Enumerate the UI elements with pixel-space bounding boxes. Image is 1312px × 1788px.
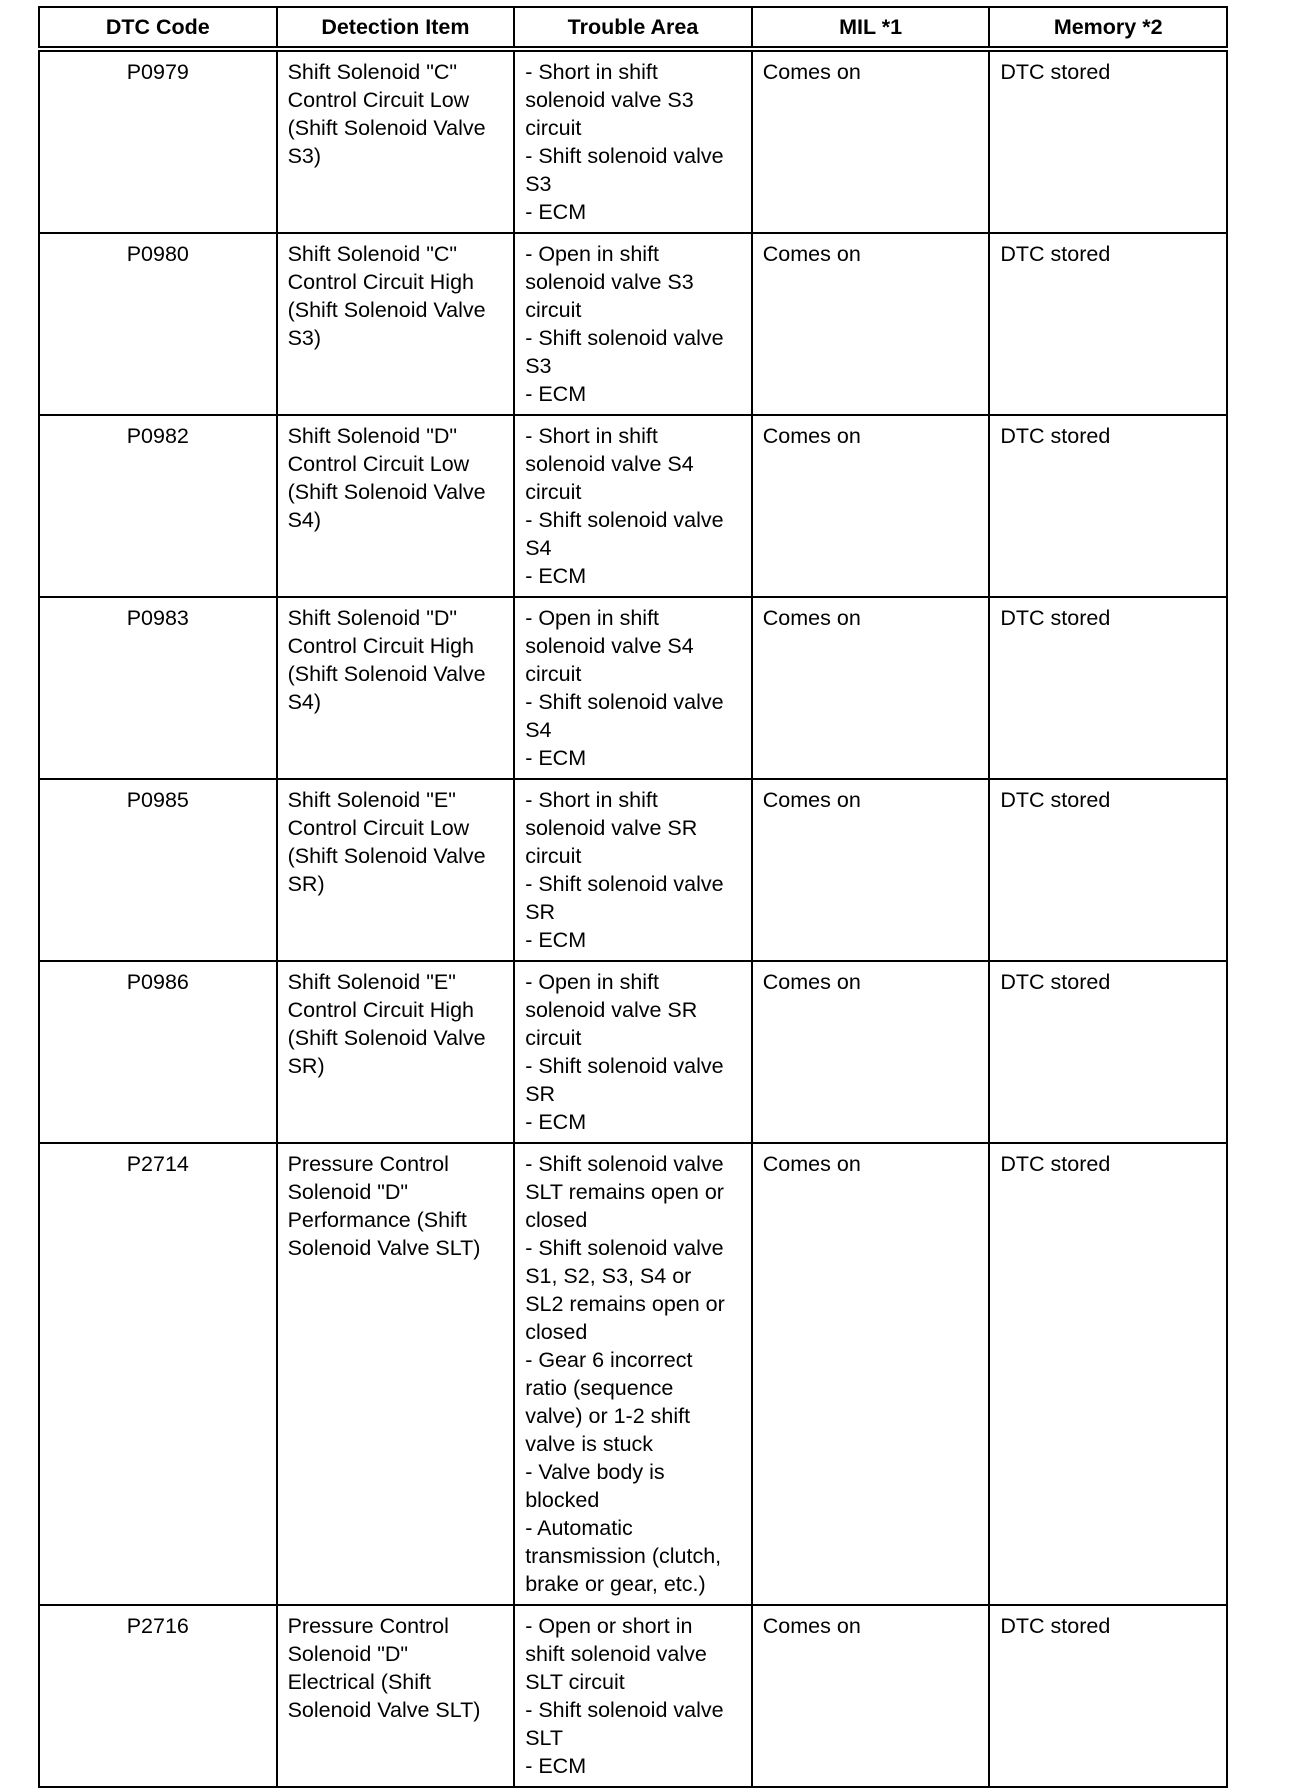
detection-item-line: Shift Solenoid "E" <box>287 788 456 812</box>
detection-item-line: Solenoid Valve SLT) <box>287 1236 481 1260</box>
detection-item-line: Electrical (Shift <box>287 1670 431 1694</box>
trouble-area-cell <box>514 233 752 415</box>
trouble-area-cell <box>514 415 752 597</box>
table-header-row <box>39 7 1227 49</box>
detection-item-cell <box>277 1143 515 1605</box>
detection-item-line: Shift Solenoid "D" <box>287 424 458 448</box>
trouble-area-line: - Short in shift <box>525 60 658 84</box>
trouble-area-line: - Open or short in <box>525 1614 693 1638</box>
detection-item-line: S3) <box>287 326 322 350</box>
detection-item-line: SR) <box>287 872 325 896</box>
trouble-area-line: - Open in shift <box>525 970 660 994</box>
dtc-code-cell: P0983 <box>39 597 277 779</box>
trouble-area-line: transmission (clutch, <box>525 1544 722 1568</box>
detection-item-cell <box>277 597 515 779</box>
dtc-code-cell: P0980 <box>39 233 277 415</box>
trouble-area-cell <box>514 779 752 961</box>
trouble-area-line: - Short in shift <box>525 788 658 812</box>
detection-item-cell <box>277 415 515 597</box>
detection-item-line: Shift Solenoid "C" <box>287 242 458 266</box>
detection-item-line: Shift Solenoid "C" <box>287 60 458 84</box>
trouble-area-cell <box>514 1605 752 1787</box>
detection-item-line: (Shift Solenoid Valve <box>287 116 486 140</box>
trouble-area-line: S4 <box>525 536 552 560</box>
trouble-area-line: valve) or 1-2 shift <box>525 1404 691 1428</box>
memory-cell: DTC stored <box>989 415 1227 597</box>
detection-item-line: (Shift Solenoid Valve <box>287 298 486 322</box>
mil-cell: Comes on <box>752 415 990 597</box>
trouble-area-line: circuit <box>525 480 582 504</box>
trouble-area-line: - ECM <box>525 928 587 952</box>
mil-cell: Comes on <box>752 597 990 779</box>
header-mil: MIL *1 <box>752 7 990 49</box>
trouble-area-line: - Shift solenoid valve <box>525 690 724 714</box>
trouble-area-line: - Short in shift <box>525 424 658 448</box>
trouble-area-line: SL2 remains open or <box>525 1292 725 1316</box>
detection-item-line: Shift Solenoid "D" <box>287 606 458 630</box>
trouble-area-line: circuit <box>525 844 582 868</box>
trouble-area-line: - ECM <box>525 1110 587 1134</box>
trouble-area-line: solenoid valve S3 <box>525 270 694 294</box>
table-row <box>39 233 1227 415</box>
header-dtc-code: DTC Code <box>39 7 277 49</box>
header-memory: Memory *2 <box>989 7 1227 49</box>
detection-item-line: Solenoid "D" <box>287 1180 409 1204</box>
memory-cell: DTC stored <box>989 233 1227 415</box>
trouble-area-line: ratio (sequence <box>525 1376 674 1400</box>
detection-item-line: Control Circuit Low <box>287 452 470 476</box>
detection-item-cell <box>277 779 515 961</box>
mil-cell: Comes on <box>752 1143 990 1605</box>
dtc-code-cell: P0979 <box>39 49 277 233</box>
trouble-area-line: - Shift solenoid valve <box>525 872 724 896</box>
trouble-area-line: solenoid valve SR <box>525 998 698 1022</box>
trouble-area-line: SLT remains open or <box>525 1180 724 1204</box>
table-row <box>39 779 1227 961</box>
trouble-area-cell <box>514 961 752 1143</box>
detection-item-line: Solenoid Valve SLT) <box>287 1698 481 1722</box>
trouble-area-line: - ECM <box>525 564 587 588</box>
detection-item-line: S4) <box>287 508 322 532</box>
memory-cell: DTC stored <box>989 1143 1227 1605</box>
trouble-area-line: - Open in shift <box>525 242 660 266</box>
trouble-area-line: - ECM <box>525 746 587 770</box>
trouble-area-line: - ECM <box>525 200 587 224</box>
detection-item-line: Control Circuit High <box>287 998 474 1022</box>
trouble-area-line: - Shift solenoid valve <box>525 144 724 168</box>
mil-cell: Comes on <box>752 961 990 1143</box>
trouble-area-line: - ECM <box>525 382 587 406</box>
trouble-area-line: solenoid valve S4 <box>525 634 694 658</box>
mil-cell: Comes on <box>752 233 990 415</box>
header-trouble-area: Trouble Area <box>514 7 752 49</box>
memory-cell: DTC stored <box>989 1605 1227 1787</box>
trouble-area-cell <box>514 49 752 233</box>
trouble-area-line: - Shift solenoid valve <box>525 1698 724 1722</box>
trouble-area-line: - Shift solenoid valve <box>525 1152 724 1176</box>
table-row <box>39 597 1227 779</box>
trouble-area-line: - Shift solenoid valve <box>525 326 724 350</box>
dtc-code-cell: P0986 <box>39 961 277 1143</box>
detection-item-cell <box>277 961 515 1143</box>
trouble-area-line: shift solenoid valve <box>525 1642 707 1666</box>
detection-item-line: Control Circuit High <box>287 270 474 294</box>
trouble-area-line: - Shift solenoid valve <box>525 1054 724 1078</box>
detection-item-line: Shift Solenoid "E" <box>287 970 456 994</box>
table-row <box>39 1605 1227 1787</box>
detection-item-line: S3) <box>287 144 322 168</box>
detection-item-line: Control Circuit High <box>287 634 474 658</box>
detection-item-line: Performance (Shift <box>287 1208 467 1232</box>
memory-cell: DTC stored <box>989 779 1227 961</box>
trouble-area-line: circuit <box>525 662 582 686</box>
trouble-area-line: SR <box>525 900 556 924</box>
trouble-area-line: closed <box>525 1320 588 1344</box>
mil-cell: Comes on <box>752 49 990 233</box>
trouble-area-line: S3 <box>525 354 552 378</box>
trouble-area-line: - Shift solenoid valve <box>525 508 724 532</box>
trouble-area-line: - Automatic <box>525 1516 633 1540</box>
table-row <box>39 415 1227 597</box>
detection-item-line: Pressure Control <box>287 1152 449 1176</box>
trouble-area-line: brake or gear, etc.) <box>525 1572 706 1596</box>
mil-cell: Comes on <box>752 779 990 961</box>
trouble-area-line: circuit <box>525 1026 582 1050</box>
trouble-area-line: circuit <box>525 298 582 322</box>
trouble-area-line: valve is stuck <box>525 1432 654 1456</box>
detection-item-line: Solenoid "D" <box>287 1642 409 1666</box>
trouble-area-line: SLT circuit <box>525 1670 625 1694</box>
trouble-area-line: solenoid valve S3 <box>525 88 694 112</box>
detection-item-line: S4) <box>287 690 322 714</box>
detection-item-line: (Shift Solenoid Valve <box>287 844 486 868</box>
dtc-code-cell: P0985 <box>39 779 277 961</box>
trouble-area-cell <box>514 597 752 779</box>
trouble-area-line: SLT <box>525 1726 564 1750</box>
detection-item-cell <box>277 233 515 415</box>
trouble-area-line: S3 <box>525 172 552 196</box>
trouble-area-line: - ECM <box>525 1754 587 1778</box>
trouble-area-line: SR <box>525 1082 556 1106</box>
memory-cell: DTC stored <box>989 597 1227 779</box>
detection-item-line: SR) <box>287 1054 325 1078</box>
detection-item-line: Control Circuit Low <box>287 88 470 112</box>
detection-item-line: (Shift Solenoid Valve <box>287 662 486 686</box>
memory-cell: DTC stored <box>989 49 1227 233</box>
trouble-area-line: - Valve body is <box>525 1460 665 1484</box>
trouble-area-line: - Shift solenoid valve <box>525 1236 724 1260</box>
trouble-area-line: S4 <box>525 718 552 742</box>
trouble-area-line: blocked <box>525 1488 600 1512</box>
trouble-area-line: S1, S2, S3, S4 or <box>525 1264 692 1288</box>
trouble-area-line: - Open in shift <box>525 606 660 630</box>
trouble-area-cell <box>514 1143 752 1605</box>
detection-item-line: (Shift Solenoid Valve <box>287 1026 486 1050</box>
trouble-area-line: solenoid valve SR <box>525 816 698 840</box>
memory-cell: DTC stored <box>989 961 1227 1143</box>
dtc-code-cell: P2714 <box>39 1143 277 1605</box>
table-body <box>39 49 1227 1787</box>
detection-item-line: Control Circuit Low <box>287 816 470 840</box>
detection-item-cell <box>277 49 515 233</box>
table-row <box>39 49 1227 233</box>
trouble-area-line: circuit <box>525 116 582 140</box>
trouble-area-line: solenoid valve S4 <box>525 452 694 476</box>
trouble-area-line: - Gear 6 incorrect <box>525 1348 693 1372</box>
detection-item-line: Pressure Control <box>287 1614 449 1638</box>
detection-item-cell <box>277 1605 515 1787</box>
dtc-table <box>38 6 1228 1788</box>
detection-item-line: (Shift Solenoid Valve <box>287 480 486 504</box>
table-row <box>39 961 1227 1143</box>
trouble-area-line: closed <box>525 1208 588 1232</box>
dtc-code-cell: P2716 <box>39 1605 277 1787</box>
dtc-code-cell: P0982 <box>39 415 277 597</box>
mil-cell: Comes on <box>752 1605 990 1787</box>
header-detection-item: Detection Item <box>277 7 515 49</box>
table-row <box>39 1143 1227 1605</box>
